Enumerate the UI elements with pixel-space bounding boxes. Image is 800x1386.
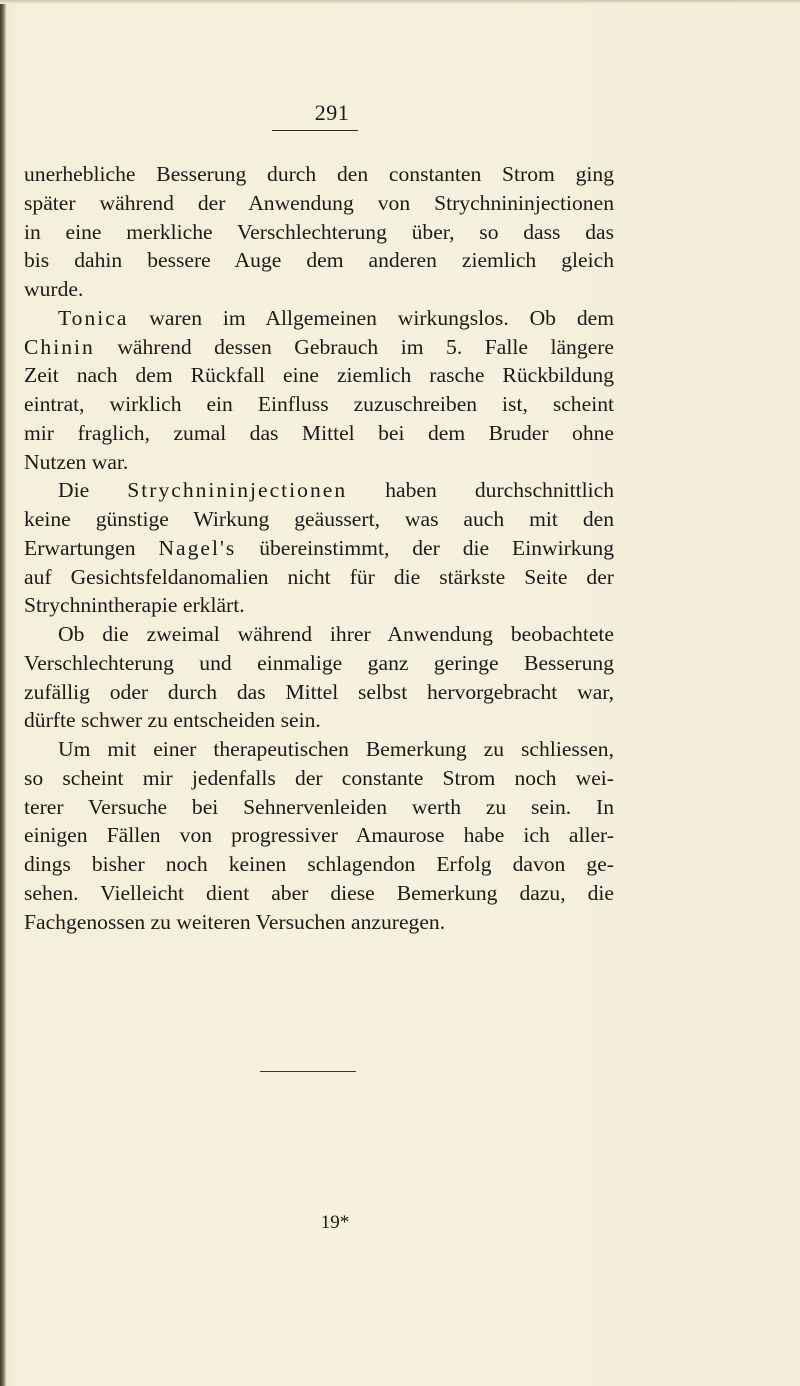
signature-mark: 19* <box>320 1212 350 1233</box>
text-line: Zeit nach dem Rückfall eine ziemlich rasche Rückbildung <box>24 363 614 388</box>
text-line <box>24 304 614 333</box>
text-line: einigen Fällen von progressiver Amaurose habe ich aller- <box>24 823 614 848</box>
text-line: auf Gesichtsfeldanomalien nicht für die stärkste Seite der <box>24 564 614 589</box>
text-line: später während der Anwendung von Strychnininjectionen <box>24 190 614 215</box>
text-line <box>24 534 614 563</box>
text-fragment: übereinstimmt, der die Einwirkung <box>236 535 614 560</box>
text-line: sehen. Vielleicht dient aber diese Bemerkung dazu, die <box>24 880 614 905</box>
text-line: dürfte schwer zu entscheiden sein. <box>24 708 321 733</box>
text-fragment: Erwartungen <box>24 535 159 560</box>
emphasized-word: Tonica <box>58 305 129 330</box>
text-line: Nutzen war. <box>24 449 129 474</box>
page-top-edge <box>0 0 800 4</box>
text-line: terer Versuche bei Sehnervenleiden werth zu sein. In <box>24 794 614 819</box>
page-number: 291 <box>314 100 350 125</box>
text-line: keine günstige Wirkung geäussert, was auch mit den <box>24 507 614 531</box>
text-line: Strychnintherapie erklärt. <box>24 593 245 618</box>
section-end-rule <box>260 1071 356 1072</box>
text-line: unerhebliche Besserung durch den constanten Strom ging <box>24 162 614 186</box>
text-fragment: während dessen Gebrauch im 5. Falle längere <box>94 334 614 359</box>
text-line: so scheint mir jedenfalls der constante Strom noch wei- <box>24 765 614 790</box>
text-line: Fachgenossen zu weiteren Versuchen anzuregen. <box>24 909 446 934</box>
emphasized-word: Nagel's <box>158 535 237 560</box>
text-line <box>24 476 614 505</box>
text-fragment: waren im Allgemeinen wirkungslos. Ob dem <box>128 305 614 330</box>
emphasized-word: Chinin <box>24 334 95 359</box>
body-text <box>24 160 614 936</box>
text-line: in eine merkliche Verschlechterung über, so dass das <box>24 219 614 244</box>
text-fragment: haben durchschnittlich <box>347 478 614 503</box>
text-line <box>24 333 614 362</box>
text-fragment: Die <box>58 478 128 503</box>
text-line: Um mit einer therapeutischen Bemerkung zu schliessen, <box>58 737 614 761</box>
text-line: wurde. <box>24 277 84 301</box>
text-line: Verschlechterung und einmalige ganz geringe Besserung <box>24 650 614 675</box>
text-line: Ob die zweimal während ihrer Anwendung beobachtete <box>58 622 614 646</box>
binding-edge <box>0 0 6 1386</box>
emphasized-word: Strychnininjectionen <box>127 478 348 503</box>
text-line: mir fraglich, zumal das Mittel bei dem Bruder ohne <box>24 420 614 445</box>
page-number-underline <box>272 130 358 131</box>
text-line: eintrat, wirklich ein Einfluss zuzuschreiben ist, scheint <box>24 392 614 416</box>
text-line: bis dahin bessere Auge dem anderen ziemlich gleich <box>24 248 614 273</box>
text-line: zufällig oder durch das Mittel selbst hervorgebracht war, <box>24 679 614 704</box>
text-line: dings bisher noch keinen schlagendon Erfolg davon ge- <box>24 852 614 876</box>
